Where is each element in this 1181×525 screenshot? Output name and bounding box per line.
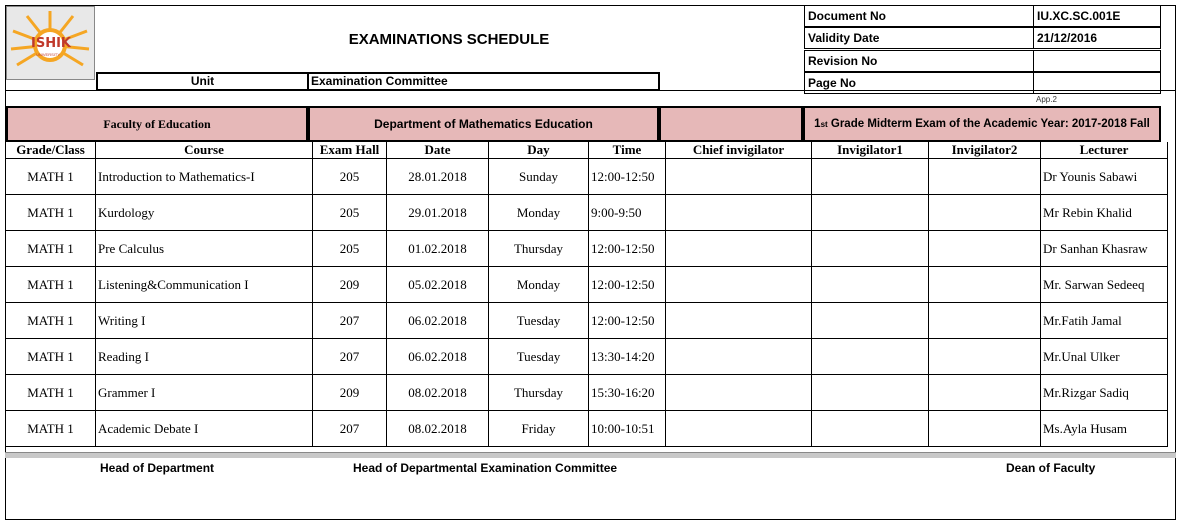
cell-lecturer: Dr Sanhan Khasraw: [1041, 231, 1168, 267]
cell-invigilator1: [812, 339, 929, 375]
page-title: EXAMINATIONS SCHEDULE: [348, 31, 550, 48]
app-code: App.2: [1036, 95, 1057, 104]
cell-grade-class: MATH 1: [6, 231, 96, 267]
cell-course: Introduction to Mathematics-I: [96, 159, 313, 195]
cell-time: 9:00-9:50: [589, 195, 666, 231]
revision-no-value: [1033, 50, 1161, 72]
cell-invigilator1: [812, 411, 929, 447]
table-row: [6, 159, 1168, 195]
table-row: [6, 195, 1168, 231]
document-no-value: IU.XC.SC.001E: [1033, 5, 1161, 27]
cell-grade-class: MATH 1: [6, 339, 96, 375]
cell-exam-hall: 209: [313, 267, 387, 303]
cell-course: Kurdology: [96, 195, 313, 231]
faculty-banner: Faculty of Education: [6, 106, 308, 142]
cell-course: Listening&Communication I: [96, 267, 313, 303]
committee-head-signature: Head of Departmental Examination Committee: [353, 461, 618, 475]
cell-day: Tuesday: [489, 303, 589, 339]
cell-chief-invigilator: [666, 411, 812, 447]
column-header-grade-class: Grade/Class: [6, 142, 96, 159]
cell-date: 28.01.2018: [387, 159, 489, 195]
cell-invigilator1: [812, 375, 929, 411]
cell-course: Reading I: [96, 339, 313, 375]
cell-invigilator2: [929, 231, 1041, 267]
cell-time: 13:30-14:20: [589, 339, 666, 375]
table-header-row: [6, 142, 1168, 159]
cell-exam-hall: 209: [313, 375, 387, 411]
cell-chief-invigilator: [666, 303, 812, 339]
cell-date: 08.02.2018: [387, 411, 489, 447]
cell-lecturer: Mr.Rizgar Sadiq: [1041, 375, 1168, 411]
logo-text: ISHIK: [31, 36, 71, 51]
cell-invigilator1: [812, 231, 929, 267]
cell-lecturer: Mr Rebin Khalid: [1041, 195, 1168, 231]
cell-grade-class: MATH 1: [6, 411, 96, 447]
cell-chief-invigilator: [666, 267, 812, 303]
cell-grade-class: MATH 1: [6, 267, 96, 303]
cell-lecturer: Mr.Fatih Jamal: [1041, 303, 1168, 339]
cell-invigilator2: [929, 195, 1041, 231]
cell-exam-hall: 205: [313, 195, 387, 231]
cell-chief-invigilator: [666, 375, 812, 411]
cell-grade-class: MATH 1: [6, 159, 96, 195]
column-header-course: Course: [96, 142, 313, 159]
exam-title-banner: [803, 106, 1161, 142]
cell-lecturer: Dr Younis Sabawi: [1041, 159, 1168, 195]
cell-date: 06.02.2018: [387, 303, 489, 339]
cell-invigilator2: [929, 411, 1041, 447]
head-of-department-signature: Head of Department: [100, 461, 215, 475]
dean-signature: Dean of Faculty: [1006, 461, 1096, 475]
cell-invigilator2: [929, 159, 1041, 195]
cell-grade-class: MATH 1: [6, 195, 96, 231]
schedule-table: [5, 142, 1168, 447]
cell-day: Friday: [489, 411, 589, 447]
cell-course: Grammer I: [96, 375, 313, 411]
cell-exam-hall: 205: [313, 159, 387, 195]
column-header-lecturer: Lecturer: [1041, 142, 1168, 159]
divider: [5, 90, 1176, 91]
cell-day: Thursday: [489, 375, 589, 411]
table-row: [6, 231, 1168, 267]
cell-date: 05.02.2018: [387, 267, 489, 303]
university-logo: [6, 6, 95, 80]
table-row: [6, 267, 1168, 303]
column-header-invigilator1: Invigilator1: [812, 142, 929, 159]
cell-course: Academic Debate I: [96, 411, 313, 447]
exam-grade-number: 1: [814, 118, 821, 130]
exam-title-text: Grade Midterm Exam of the Academic Year: 2017-2018 Fall: [830, 118, 1150, 130]
cell-date: 01.02.2018: [387, 231, 489, 267]
department-banner: Department of Mathematics Education: [308, 106, 659, 142]
cell-invigilator1: [812, 303, 929, 339]
validity-date-label: Validity Date: [804, 27, 1034, 49]
cell-lecturer: Ms.Ayla Husam: [1041, 411, 1168, 447]
cell-invigilator1: [812, 159, 929, 195]
table-row: [6, 411, 1168, 447]
validity-date-value: 21/12/2016: [1033, 27, 1161, 49]
cell-time: 12:00-12:50: [589, 267, 666, 303]
table-footer-bar: [5, 452, 1176, 458]
cell-date: 06.02.2018: [387, 339, 489, 375]
cell-date: 08.02.2018: [387, 375, 489, 411]
cell-invigilator1: [812, 267, 929, 303]
cell-date: 29.01.2018: [387, 195, 489, 231]
cell-course: Writing I: [96, 303, 313, 339]
logo-subtext: UNIVERSITY: [36, 52, 61, 57]
cell-chief-invigilator: [666, 231, 812, 267]
column-header-time: Time: [589, 142, 666, 159]
document-no-label: Document No: [804, 5, 1034, 27]
cell-exam-hall: 205: [313, 231, 387, 267]
cell-exam-hall: 207: [313, 411, 387, 447]
cell-time: 10:00-10:51: [589, 411, 666, 447]
cell-invigilator2: [929, 339, 1041, 375]
cell-day: Tuesday: [489, 339, 589, 375]
cell-invigilator2: [929, 267, 1041, 303]
cell-invigilator2: [929, 375, 1041, 411]
cell-exam-hall: 207: [313, 303, 387, 339]
cell-lecturer: Mr. Sarwan Sedeeq: [1041, 267, 1168, 303]
page-no-label: Page No: [804, 72, 1034, 94]
revision-no-label: Revision No: [804, 50, 1034, 72]
cell-time: 12:00-12:50: [589, 159, 666, 195]
table-row: [6, 375, 1168, 411]
cell-day: Monday: [489, 267, 589, 303]
cell-time: 12:00-12:50: [589, 303, 666, 339]
cell-time: 12:00-12:50: [589, 231, 666, 267]
cell-day: Sunday: [489, 159, 589, 195]
cell-chief-invigilator: [666, 159, 812, 195]
cell-chief-invigilator: [666, 195, 812, 231]
blank-banner: [659, 106, 803, 142]
cell-chief-invigilator: [666, 339, 812, 375]
column-header-day: Day: [489, 142, 589, 159]
table-row: [6, 303, 1168, 339]
cell-exam-hall: 207: [313, 339, 387, 375]
cell-lecturer: Mr.Unal Ulker: [1041, 339, 1168, 375]
column-header-chief-invigilator: Chief invigilator: [666, 142, 812, 159]
unit-label: Unit: [96, 72, 309, 91]
cell-grade-class: MATH 1: [6, 303, 96, 339]
cell-day: Thursday: [489, 231, 589, 267]
column-header-date: Date: [387, 142, 489, 159]
exam-grade-suffix: st: [820, 119, 828, 129]
cell-course: Pre Calculus: [96, 231, 313, 267]
column-header-exam-hall: Exam Hall: [313, 142, 387, 159]
cell-invigilator1: [812, 195, 929, 231]
unit-value: Examination Committee: [307, 72, 660, 91]
table-row: [6, 339, 1168, 375]
cell-grade-class: MATH 1: [6, 375, 96, 411]
cell-invigilator2: [929, 303, 1041, 339]
cell-time: 15:30-16:20: [589, 375, 666, 411]
column-header-invigilator2: Invigilator2: [929, 142, 1041, 159]
cell-day: Monday: [489, 195, 589, 231]
